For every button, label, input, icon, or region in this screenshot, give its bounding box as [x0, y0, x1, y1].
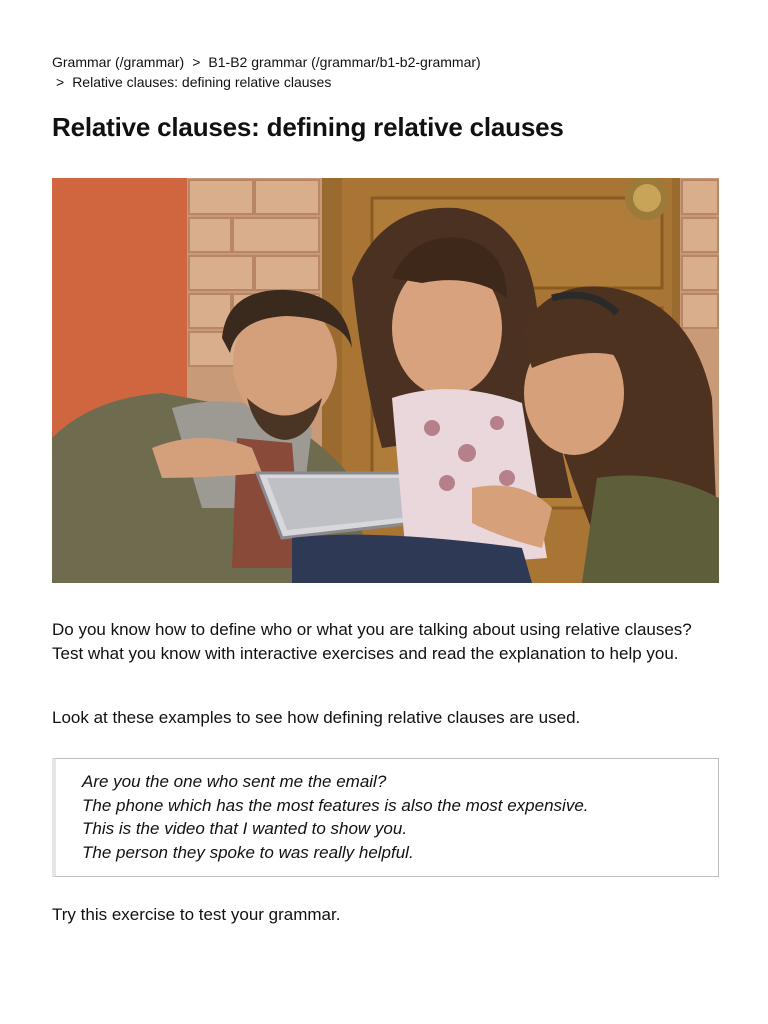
example-sentence: Are you the one who sent me the email?: [82, 772, 387, 791]
examples-box: [52, 758, 719, 877]
hero-photo: [52, 178, 719, 583]
breadcrumb-link-b1-b2-grammar[interactable]: B1-B2 grammar (/grammar/b1-b2-grammar): [208, 54, 481, 70]
breadcrumb-row-2: [52, 72, 732, 92]
breadcrumb-separator: >: [56, 74, 65, 90]
examples-intro: Look at these examples to see how defining relative clauses are used.: [52, 708, 581, 727]
exercise-prompt: Try this exercise to test your grammar.: [52, 905, 341, 924]
examples-list: [82, 770, 589, 864]
example-sentence: The phone which has the most features is also the most expensive.: [82, 795, 589, 815]
page-title: Relative clauses: defining relative clauses: [52, 112, 564, 142]
breadcrumb-link-grammar[interactable]: Grammar (/grammar): [52, 54, 185, 70]
breadcrumb: [52, 52, 732, 92]
breadcrumb-row-1: [52, 52, 732, 72]
breadcrumb-current: Relative clauses: defining relative clauses: [72, 74, 332, 90]
example-sentence: This is the video that I wanted to show you.: [82, 819, 408, 838]
example-sentence: The person they spoke to was really helpful.: [82, 842, 414, 862]
intro-paragraph: Do you know how to define who or what you are talking about using relative clauses? Test what you know with interactive exercises and read the explanation to help you.: [52, 620, 692, 663]
breadcrumb-separator: >: [192, 54, 201, 70]
